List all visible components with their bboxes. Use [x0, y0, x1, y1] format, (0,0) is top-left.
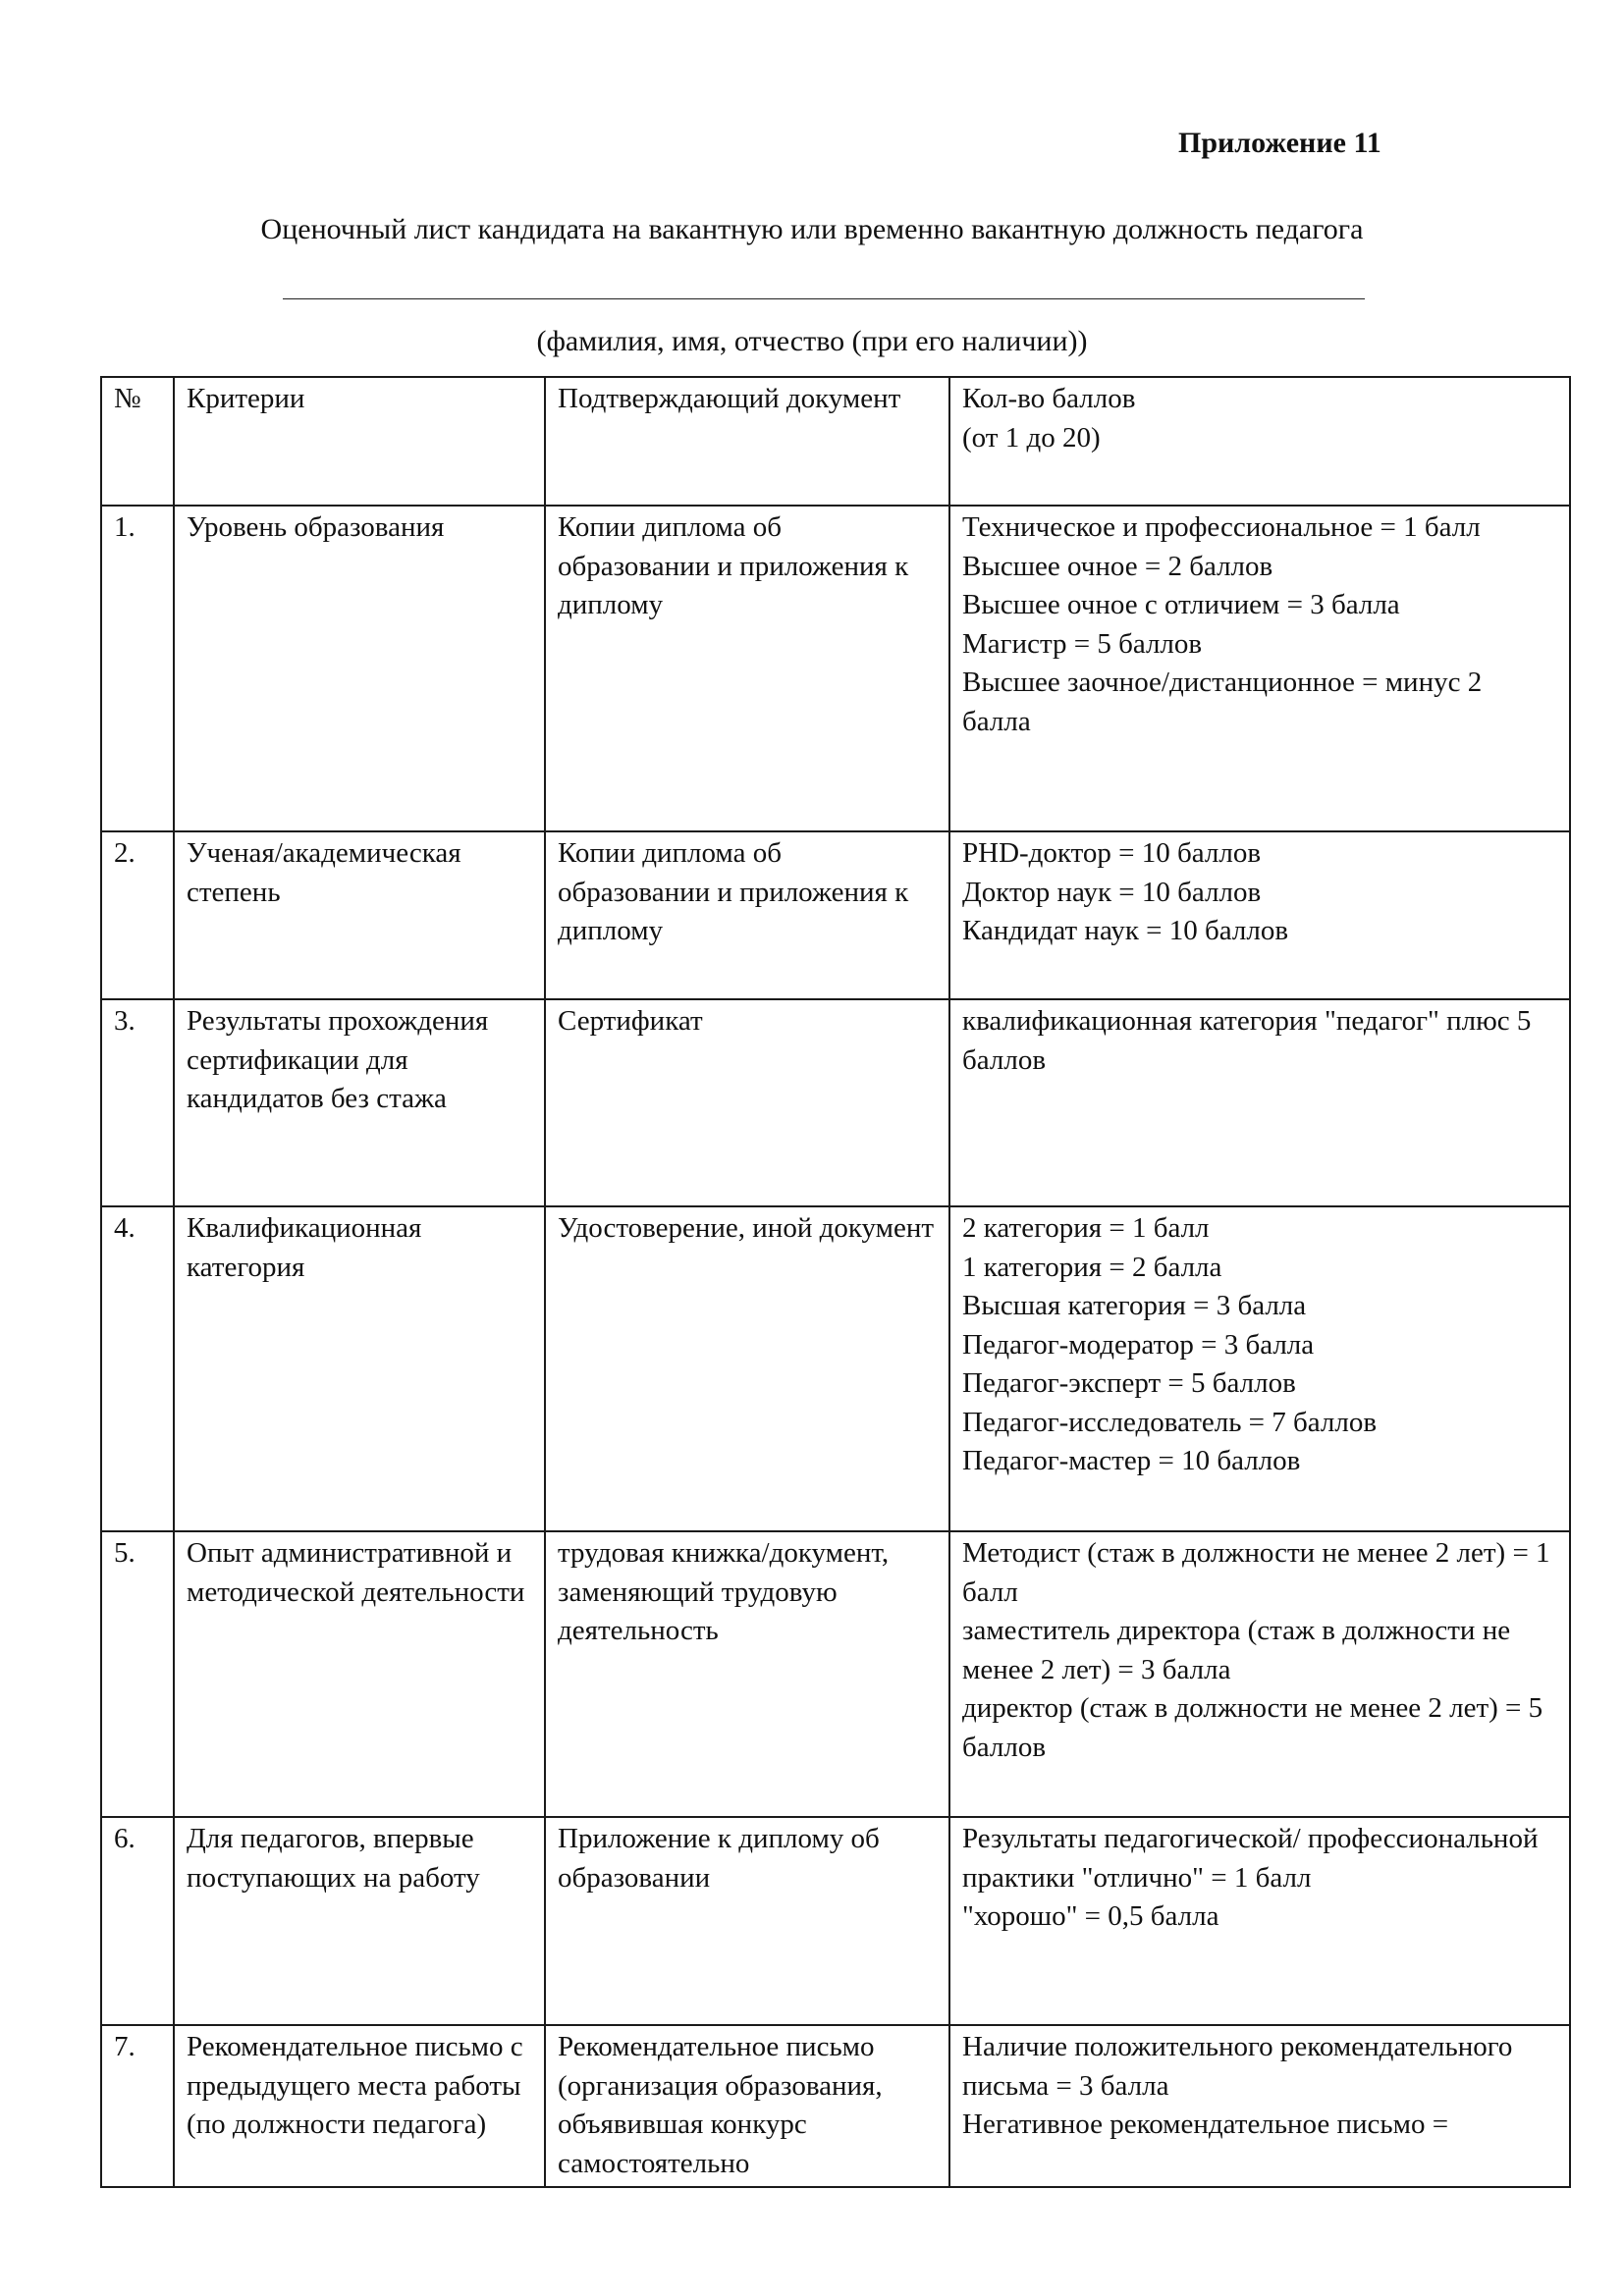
row-num: 1. — [101, 506, 174, 831]
row-criteria: Для педагогов, впервые поступающих на работу — [174, 1817, 545, 2025]
row-num: 7. — [101, 2025, 174, 2187]
table-row — [101, 506, 1570, 831]
appendix-label: Приложение 11 — [1178, 127, 1381, 159]
row-criteria: Опыт административной и методической деятельности — [174, 1531, 545, 1817]
row-num: 5. — [101, 1531, 174, 1817]
header-score: Кол-во баллов (от 1 до 20) — [949, 377, 1570, 506]
table-row — [101, 1531, 1570, 1817]
row-document: трудовая книжка/документ, заменяющий трудовую деятельность — [545, 1531, 949, 1817]
row-score: Методист (стаж в должности не менее 2 лет) = 1 балл заместитель директора (стаж в должности не менее 2 лет) = 3 балла директор (стаж в должности не менее 2 лет) = 5 баллов — [949, 1531, 1570, 1817]
header-document: Подтверждающий документ — [545, 377, 949, 506]
row-score: 2 категория = 1 балл 1 категория = 2 балла Высшая категория = 3 балла Педагог-модератор = 3 балла Педагог-эксперт = 5 баллов Педагог-исследователь = 7 баллов Педагог-мастер = 10 баллов — [949, 1206, 1570, 1531]
row-num: 4. — [101, 1206, 174, 1531]
header-criteria: Критерии — [174, 377, 545, 506]
row-score: квалификационная категория "педагог" плюс 5 баллов — [949, 999, 1570, 1206]
row-score: Результаты педагогической/ профессиональной практики "отлично" = 1 балл "хорошо" = 0,5 балла — [949, 1817, 1570, 2025]
table-row — [101, 1817, 1570, 2025]
table-row — [101, 1206, 1570, 1531]
criteria-table — [100, 376, 1571, 2188]
table-header-row — [101, 377, 1570, 506]
row-document: Приложение к диплому об образовании — [545, 1817, 949, 2025]
table-row — [101, 999, 1570, 1206]
row-document: Сертификат — [545, 999, 949, 1206]
name-caption: (фамилия, имя, отчество (при его наличии)) — [536, 325, 1088, 357]
table-row — [101, 2025, 1570, 2187]
row-score: Наличие положительного рекомендательного письма = 3 балла Негативное рекомендательное письмо = — [949, 2025, 1570, 2187]
row-criteria: Ученая/академическая степень — [174, 831, 545, 999]
row-document: Копии диплома об образовании и приложения к диплому — [545, 831, 949, 999]
row-document: Удостоверение, иной документ — [545, 1206, 949, 1531]
row-criteria: Результаты прохождения сертификации для кандидатов без стажа — [174, 999, 545, 1206]
row-criteria: Уровень образования — [174, 506, 545, 831]
name-fill-line — [283, 298, 1365, 299]
row-document: Копии диплома об образовании и приложения к диплому — [545, 506, 949, 831]
row-num: 3. — [101, 999, 174, 1206]
row-score: PHD-доктор = 10 баллов Доктор наук = 10 баллов Кандидат наук = 10 баллов — [949, 831, 1570, 999]
document-title: Оценочный лист кандидата на вакантную или временно вакантную должность педагога — [260, 213, 1364, 245]
row-document: Рекомендательное письмо (организация образования, объявившая конкурс самостоятельно — [545, 2025, 949, 2187]
row-criteria: Квалификационная категория — [174, 1206, 545, 1531]
table-row — [101, 831, 1570, 999]
row-criteria: Рекомендательное письмо с предыдущего места работы (по должности педагога) — [174, 2025, 545, 2187]
header-num: № — [101, 377, 174, 506]
row-num: 6. — [101, 1817, 174, 2025]
row-num: 2. — [101, 831, 174, 999]
row-score: Техническое и профессиональное = 1 балл Высшее очное = 2 баллов Высшее очное с отличием = 3 балла Магистр = 5 баллов Высшее заочное/дистанционное = минус 2 балла — [949, 506, 1570, 831]
